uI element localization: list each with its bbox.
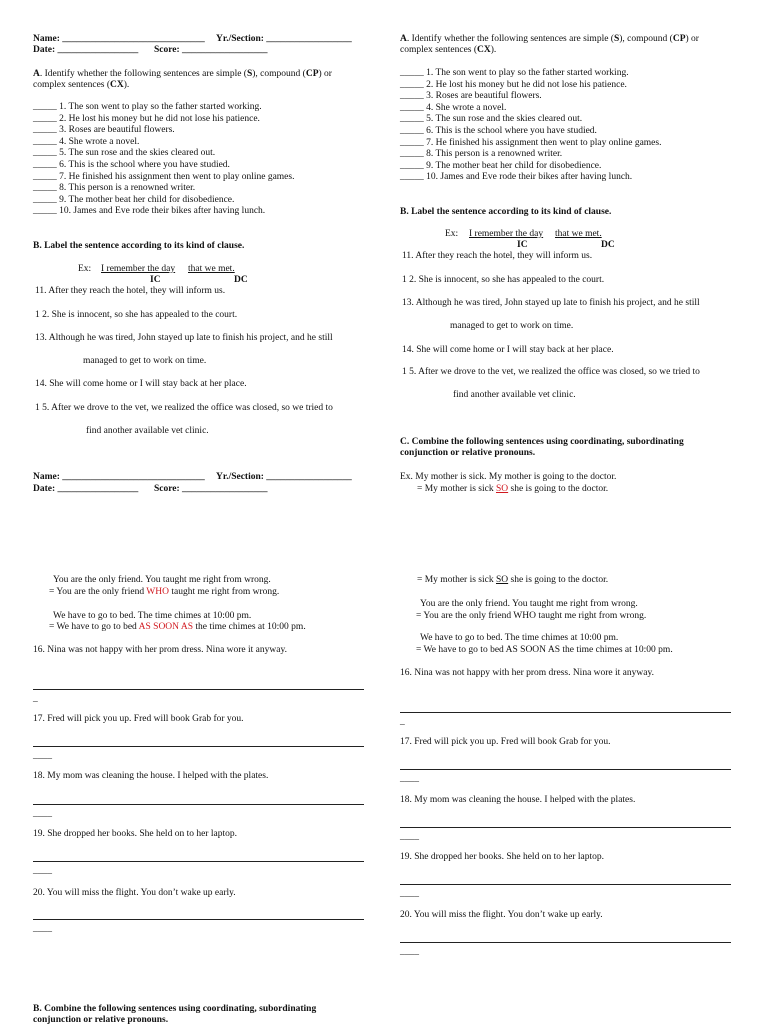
list-item: _____ 3. Roses are beautiful flowers. — [33, 125, 175, 136]
part-c-heading: C. Combine the following sentences using coordinating, subordinating — [400, 437, 684, 447]
example-2: You are the only friend. You taught me right from wrong. — [53, 575, 271, 585]
list-item: _____ 1. The son went to play so the father started working. — [400, 68, 629, 78]
example-dc-text-right: that we met. — [555, 229, 602, 239]
answer-line-19 — [33, 861, 364, 862]
part-a-list-right — [400, 68, 661, 184]
example-dc-text: that we met. — [188, 264, 235, 274]
item-14-right: 14. She will come home or I will stay back at her place. — [402, 345, 614, 355]
dc-label-right: DC — [601, 240, 615, 250]
answer-line-19-tail: ____ — [33, 866, 52, 876]
date-line-2: Date: _________________ — [33, 484, 139, 494]
bottom-heading: B. Combine the following sentences using coordinating, subordinating — [33, 1004, 317, 1014]
item-18-right: 18. My mom was cleaning the house. I helped with the plates. — [400, 795, 636, 805]
item-19-right: 19. She dropped her books. She held on to her laptop. — [400, 852, 604, 862]
part-a-heading-line2: complex sentences (CX). — [33, 80, 130, 90]
ic-label: IC — [150, 275, 161, 285]
example-label: Ex: — [78, 264, 92, 274]
item-16-right: 16. Nina was not happy with her prom dress. Nina wore it anyway. — [400, 668, 654, 678]
list-item: _____ 5. The sun rose and the skies cleared out. — [33, 148, 216, 159]
item-11: 11. After they reach the hotel, they will inform us. — [35, 286, 226, 296]
example-3-right: We have to go to bed. The time chimes at 10:00 pm. — [420, 633, 619, 643]
list-item: _____ 8. This person is a renowned writer. — [33, 183, 196, 194]
list-item: _____ 5. The sun rose and the skies cleared out. — [400, 114, 583, 125]
answer-line-20-right — [400, 942, 731, 943]
list-item: _____ 4. She wrote a novel. — [33, 136, 140, 147]
list-item: _____ 6. This is the school where you have studied. — [33, 159, 230, 170]
example-label-right: Ex: — [445, 229, 459, 239]
answer-line-17-tail: ____ — [33, 751, 52, 761]
answer-line-17 — [33, 746, 364, 747]
item-15-cont: find another available vet clinic. — [86, 426, 209, 436]
item-12: 1 2. She is innocent, so she has appealed to the court. — [35, 310, 238, 320]
answer-line-20 — [33, 919, 364, 920]
score-line-2: Score: __________________ — [154, 484, 268, 494]
list-item: _____ 7. He finished his assignment then went to play online games. — [400, 137, 662, 148]
part-b-heading: B. Label the sentence according to its kind of clause. — [33, 241, 245, 251]
list-item: _____ 3. Roses are beautiful flowers. — [400, 91, 542, 102]
answer-line-17-tail-right: ____ — [400, 774, 419, 784]
part-a-heading: A. Identify whether the following sentences are simple (S), compound (CP) or — [33, 69, 332, 79]
answer-line-18-right — [400, 827, 731, 828]
part-a-heading-right: A. Identify whether the following sentences are simple (S), compound (CP) or — [400, 34, 699, 44]
list-item: _____ 10. James and Eve rode their bikes after having lunch. — [33, 206, 266, 217]
bottom-heading-line2: conjunction or relative pronouns. — [33, 1015, 169, 1025]
item-13-cont-right: managed to get to work on time. — [450, 321, 574, 331]
list-item: _____ 1. The son went to play so the father started working. — [33, 102, 262, 112]
item-17-right: 17. Fred will pick you up. Fred will book Grab for you. — [400, 737, 611, 747]
part-a-list — [33, 102, 294, 218]
item-15: 1 5. After we drove to the vet, we realized the office was closed, so we tried to — [35, 403, 333, 413]
list-item: _____ 8. This person is a renowned writer. — [400, 149, 563, 160]
item-15-cont-right: find another available vet clinic. — [453, 390, 576, 400]
list-item: _____ 9. The mother beat her child for disobedience. — [400, 160, 602, 171]
example-2-result-right: = You are the only friend WHO taught me right from wrong. — [416, 611, 647, 621]
answer-line-16-right — [400, 712, 731, 713]
list-item: _____ 7. He finished his assignment then went to play online games. — [33, 171, 295, 182]
list-item: _____ 2. He lost his money but he did not lose his patience. — [33, 113, 260, 124]
list-item: _____ 6. This is the school where you have studied. — [400, 125, 597, 136]
example-ic-text: I remember the day — [101, 264, 176, 274]
example-3-result: = We have to go to bed AS SOON AS the time chimes at 10:00 pm. — [49, 622, 306, 632]
example-3: We have to go to bed. The time chimes at 10:00 pm. — [53, 611, 252, 621]
dc-label: DC — [234, 275, 248, 285]
answer-line-16-tail-right: _ — [400, 717, 405, 727]
item-13-cont: managed to get to work on time. — [83, 356, 207, 366]
part-a-heading-line2-right: complex sentences (CX). — [400, 45, 497, 55]
answer-line-18-tail: ____ — [33, 809, 52, 819]
score-line: Score: __________________ — [154, 45, 268, 55]
list-item: _____ 4. She wrote a novel. — [400, 102, 507, 113]
answer-line-20-tail: ____ — [33, 924, 52, 934]
item-12-right: 1 2. She is innocent, so she has appealed to the court. — [402, 275, 605, 285]
list-item: _____ 2. He lost his money but he did not lose his patience. — [400, 79, 627, 90]
answer-line-16 — [33, 689, 364, 690]
item-19: 19. She dropped her books. She held on to her laptop. — [33, 829, 237, 839]
ic-label-right: IC — [517, 240, 528, 250]
answer-line-19-tail-right: ____ — [400, 889, 419, 899]
example-ic-text-right: I remember the day — [469, 229, 544, 239]
answer-line-16-tail: _ — [33, 694, 38, 704]
example-1-result-plain: = My mother is sick SO she is going to the doctor. — [417, 575, 609, 585]
section-line: Yr./Section: __________________ — [216, 34, 352, 44]
example-3-result-right: = We have to go to bed AS SOON AS the time chimes at 10:00 pm. — [416, 645, 673, 655]
item-18: 18. My mom was cleaning the house. I helped with the plates. — [33, 771, 269, 781]
answer-line-18-tail-right: ____ — [400, 832, 419, 842]
answer-line-18 — [33, 804, 364, 805]
section-line-2: Yr./Section: __________________ — [216, 472, 352, 482]
item-17: 17. Fred will pick you up. Fred will book Grab for you. — [33, 714, 244, 724]
item-14: 14. She will come home or I will stay back at her place. — [35, 379, 247, 389]
part-c-heading-line2: conjunction or relative pronouns. — [400, 448, 536, 458]
list-item: _____ 10. James and Eve rode their bikes after having lunch. — [400, 172, 633, 183]
part-b-heading-right: B. Label the sentence according to its kind of clause. — [400, 207, 612, 217]
name-line-2: Name: ______________________________ — [33, 472, 205, 482]
list-item: _____ 9. The mother beat her child for disobedience. — [33, 194, 235, 205]
example-1: Ex. My mother is sick. My mother is going to the doctor. — [400, 472, 617, 482]
item-16: 16. Nina was not happy with her prom dress. Nina wore it anyway. — [33, 645, 287, 655]
item-15-right: 1 5. After we drove to the vet, we realized the office was closed, so we tried to — [402, 367, 700, 377]
date-line: Date: _________________ — [33, 45, 139, 55]
answer-line-19-right — [400, 884, 731, 885]
item-20: 20. You will miss the flight. You don’t wake up early. — [33, 888, 236, 898]
answer-line-17-right — [400, 769, 731, 770]
item-13: 13. Although he was tired, John stayed up late to finish his project, and he still — [35, 333, 333, 343]
example-1-result: = My mother is sick SO she is going to the doctor. — [417, 484, 609, 494]
answer-line-20-tail-right: ____ — [400, 947, 419, 957]
item-20-right: 20. You will miss the flight. You don’t wake up early. — [400, 910, 603, 920]
item-13-right: 13. Although he was tired, John stayed up late to finish his project, and he still — [402, 298, 700, 308]
name-line: Name: ______________________________ — [33, 34, 205, 44]
example-2-right: You are the only friend. You taught me right from wrong. — [420, 599, 638, 609]
example-2-result: = You are the only friend WHO taught me right from wrong. — [49, 587, 280, 597]
item-11-right: 11. After they reach the hotel, they will inform us. — [402, 251, 593, 261]
